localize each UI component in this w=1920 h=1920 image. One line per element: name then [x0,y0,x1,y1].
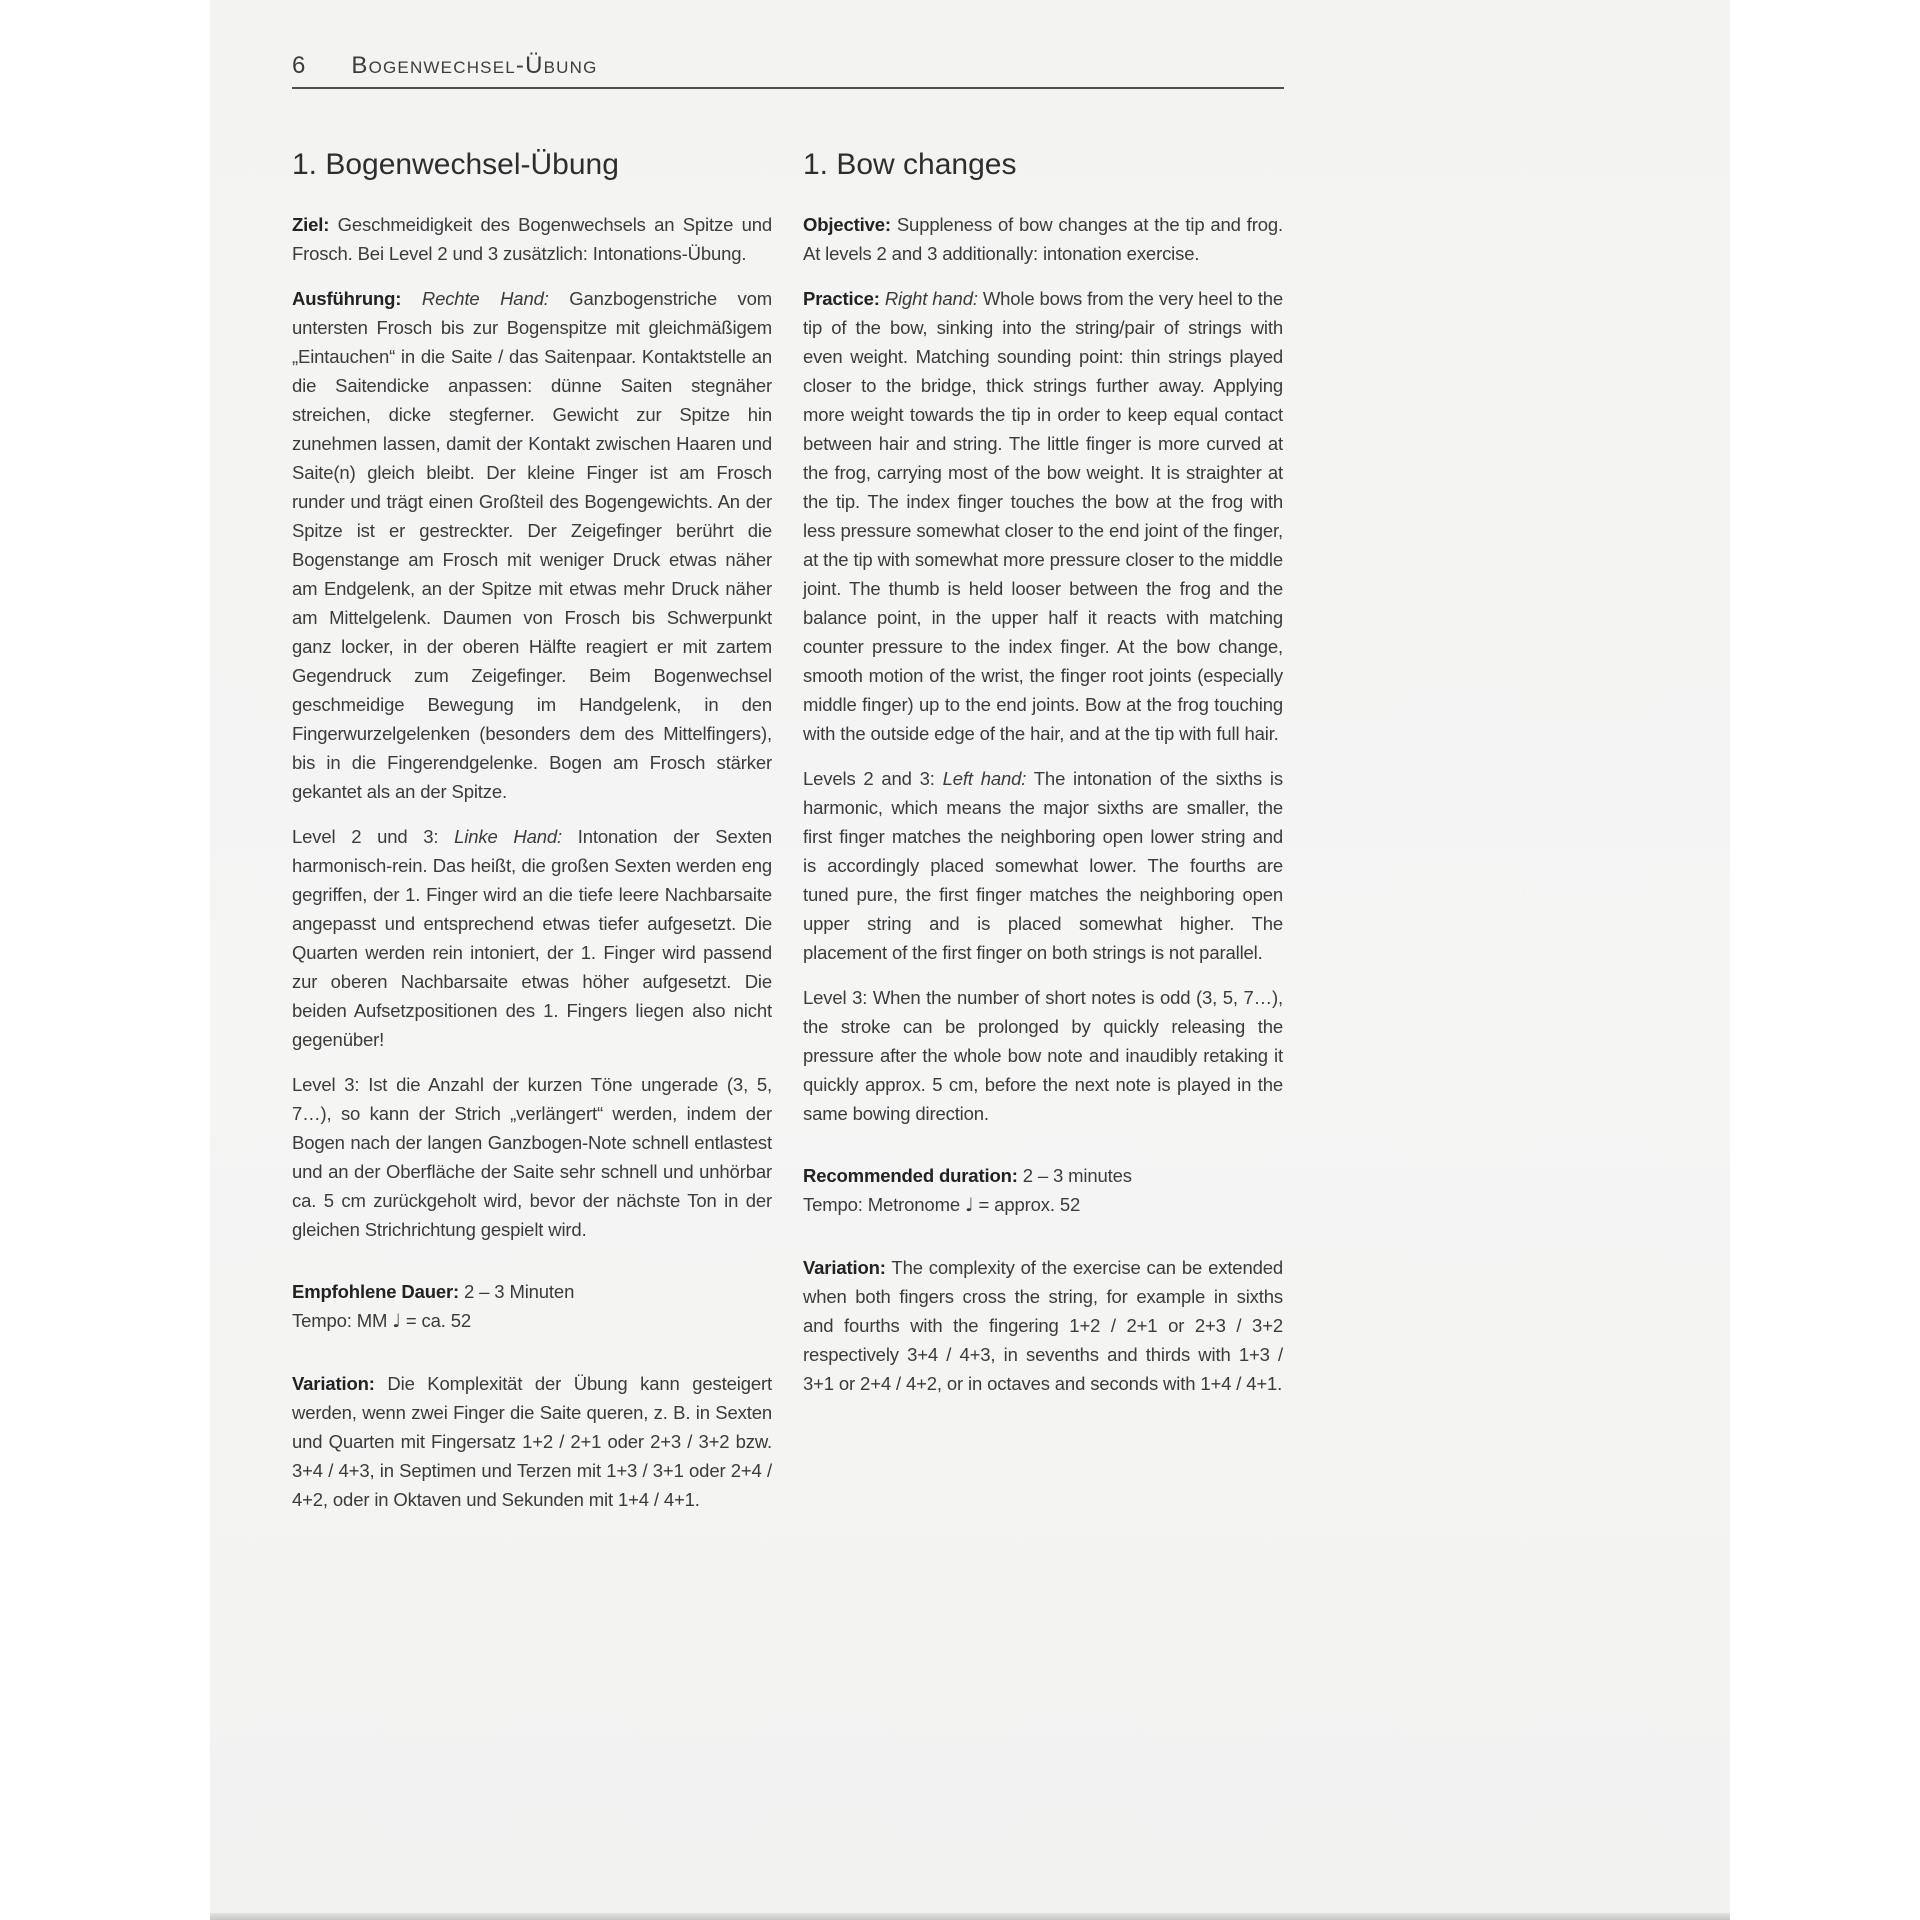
practice-text: Whole bows from the very heel to the tip of the bow, sinking into the string/pair of strings with even weight. Matching sounding point: thin strings played closer to the bridge, thick strings further away. Applying more weight towards the tip in order to keep equal contact between hair and string. The little finger is more curved at the frog, carrying most of the bow weight. It is straighter at the tip. The index finger touches the bow at the frog with less pressure somewhat closer to the end joint of the finger, at the tip with somewhat more pressure closer to the middle joint. The thumb is held looser between the frog and the balance point, in the upper half it reacts with matching counter pressure to the index finger. At the bow change, smooth motion of the wrist, the finger root joints (especially middle finger) up to the end joints. Bow at the frog touching with the outside edge of the hair, and at the tip with full hair. [803,287,1283,744]
right-hand-label: Right hand: [884,287,978,309]
running-header [292,54,1284,89]
spacer-text [401,288,422,309]
paragraph-level-3-de [292,1070,772,1244]
book-page [210,0,1730,1920]
level-2-3-label-de: Level 2 und 3: [292,825,455,847]
tempo-value-en: = approx. 52 [973,1193,1081,1215]
paragraph-levels-2-3-en [803,764,1283,967]
paragraph-objective [803,210,1283,268]
variation-label-en: Variation: [803,1256,886,1278]
objective-text: Suppleness of bow changes at the tip and frog. At levels 2 and 3 additionally: intonation exercise. [803,213,1283,264]
ziel-text: Geschmeidigkeit des Bogenwechsels an Spitze und Frosch. Bei Level 2 und 3 zusätzlich: Intonations-Übung. [292,213,772,264]
objective-label: Objective: [803,213,891,235]
paragraph-level-3-en [803,983,1283,1128]
empfohlene-dauer-label: Empfohlene Dauer: [292,1280,460,1302]
ausfuehrung-label: Ausführung: [292,287,402,309]
level-3-text-en: Level 3: When the number of short notes is odd (3, 5, 7…), the stroke can be prolonged by quickly releasing the pressure after the whole bow note and inaudibly retaking it quickly approx. 5 cm, before the next note is played in the same bowing direction. [803,986,1283,1124]
column-german [292,148,772,1514]
variation-text-en: The complexity of the exercise can be extended when both fingers cross the string, for example in sixths and fourths with the fingering 1+2 / 2+1 or 2+3 / 3+2 respectively 3+4 / 4+3, in sevenths and thirds with 1+3 / 3+1 or 2+4 / 4+2, or in octaves and seconds with 1+4 / 4+1. [803,1256,1283,1394]
paragraph-variation-de [292,1369,772,1514]
paragraph-recommended-duration [803,1161,1283,1190]
practice-label: Practice: [803,287,880,309]
tempo-label-en: Tempo: Metronome [803,1193,965,1215]
levels-2-3-label-en: Levels 2 and 3: [803,767,943,789]
ausfuehrung-text: Ganzbogenstriche vom untersten Frosch bis zur Bogenspitze mit gleichmäßigem „Eintauchen“ in die Saite / das Saitenpaar. Kontaktstelle an die Saitendicke anpassen: dünne Saiten stegnäher streichen, dicke stegferner. Gewicht zur Spitze hin zunehmen lassen, damit der Kontakt zwischen Haaren und Saite(n) gleich bleibt. Der kleine Finger ist am Frosch runder und trägt einen Großteil des Bogengewichts. An der Spitze ist er gestreckter. Der Zeigefinger berührt die Bogenstange am Frosch mit weniger Druck etwas näher am Endgelenk, an der Spitze mit etwas mehr Druck näher am Mittelgelenk. Daumen von Frosch bis Schwerpunkt ganz locker, in der oberen Hälfte reagiert er mit zartem Gegendruck zum Zeigefinger. Beim Bogenwechsel geschmeidige Bewegung im Handgelenk, in den Fingerwurzelgelenken (besonders dem des Mittelfingers), bis in die Fingerendgelenke. Bogen am Frosch stärker gekantet als an der Spitze. [292,287,773,802]
empfohlene-dauer-value: 2 – 3 Minuten [459,1280,575,1302]
paragraph-tempo-de [292,1306,772,1336]
paragraph-empfohlene-dauer [292,1277,772,1306]
level-3-text-de: Level 3: Ist die Anzahl der kurzen Töne ungerade (3, 5, 7…), so kann der Strich „verlängert“ werden, indem der Bogen nach der langen Ganzbogen-Note schnell entlastest und an der Oberfläche der Saite sehr schnell und unhörbar ca. 5 cm zurückgeholt wird, bevor der nächste Ton in der gleichen Strichrichtung gespielt wird. [292,1073,772,1240]
paragraph-tempo-en [803,1190,1283,1220]
variation-text-de: Die Komplexität der Übung kann gesteigert werden, wenn zwei Finger die Saite queren, z. B. in Sexten und Quarten mit Fingersatz 1+2 / 2+1 oder 2+3 / 3+2 bzw. 3+4 / 4+3, in Septimen und Terzen mit 1+3 / 3+1 oder 2+4 / 4+2, oder in Oktaven und Sekunden mit 1+4 / 4+1. [292,1372,772,1510]
english-heading: 1. Bow changes [803,148,1017,181]
paragraph-practice [803,284,1283,748]
paragraph-ausfuehrung [292,284,772,806]
ziel-label: Ziel: [292,213,330,235]
left-hand-label: Left hand: [942,767,1027,789]
paragraph-variation-en [803,1253,1283,1398]
german-heading: 1. Bogenwechsel-Übung [292,148,619,181]
recommended-duration-value: 2 – 3 minutes [1017,1164,1132,1186]
two-column-text-block [292,148,1284,1514]
variation-label-de: Variation: [292,1372,375,1394]
paragraph-level-2-3-de [292,822,772,1054]
tempo-value-de: = ca. 52 [400,1309,471,1331]
linke-hand-label: Linke Hand: [454,825,562,847]
tempo-label-de: Tempo: MM [292,1309,393,1331]
levels-2-3-text-en: The intonation of the sixths is harmonic, which means the major sixths are smaller, the first finger matches the neighboring open lower string and is accordingly placed somewhat lower. The fourths are tuned pure, the first finger matches the neighboring open upper string and is placed somewhat higher. The placement of the first finger on both strings is not parallel. [803,767,1283,963]
running-title: Bogenwechsel-Übung [351,52,598,79]
column-english [803,148,1283,1514]
quarter-note-icon: ♩ [392,1310,401,1332]
paragraph-ziel [292,210,772,268]
quarter-note-icon: ♩ [964,1194,974,1216]
recommended-duration-label: Recommended duration: [803,1164,1018,1186]
page-number: 6 [292,52,306,79]
rechte-hand-label: Rechte Hand: [421,287,549,309]
page-bottom-shadow [210,1913,1730,1920]
level-2-3-text-de: Intonation der Sexten harmonisch-rein. Das heißt, die großen Sexten werden eng gegriffen, der 1. Finger wird an die tiefe leere Nachbarsaite angepasst und entsprechend etwas tiefer aufgesetzt. Die Quarten werden rein intoniert, der 1. Finger wird passend zur oberen Nachbarsaite etwas höher aufgesetzt. Die beiden Aufsetzpositionen des 1. Fingers liegen also nicht gegenüber! [292,825,772,1050]
